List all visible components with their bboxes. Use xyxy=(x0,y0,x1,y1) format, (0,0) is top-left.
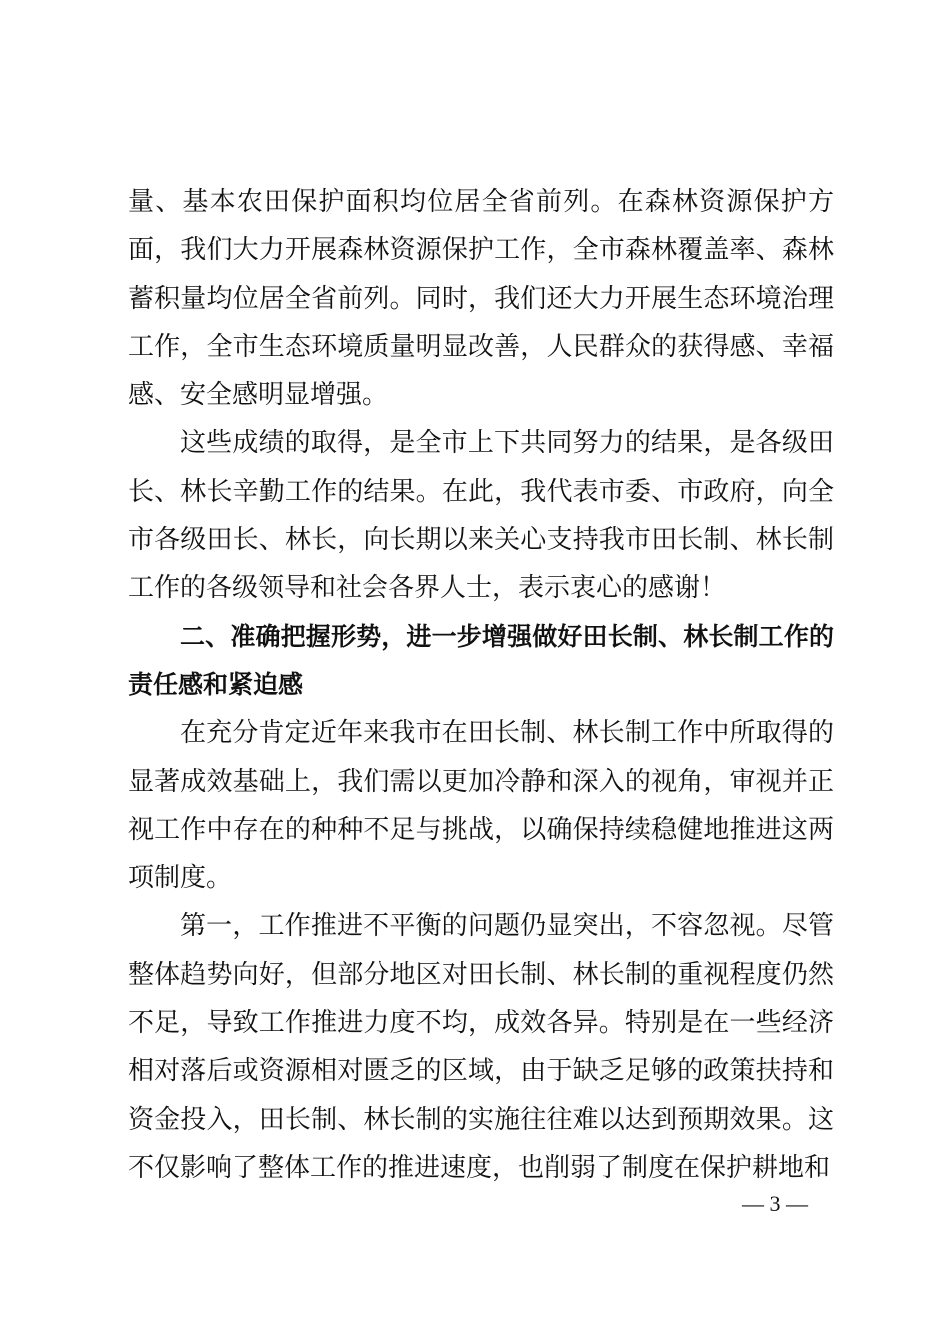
paragraph-4: 第一，工作推进不平衡的问题仍显突出，不容忽视。尽管整体趋势向好，但部分地区对田长制、林长制的重视程度仍然不足，导致工作推进力度不均，成效各异。特别是在一些经济相对落后或资源相对匮乏的区域，由于缺乏足够的政策扶持和资金投入，田长制、林长制的实施往往难以达到预期效果。这不仅影响了整体工作的推进速度，也削弱了制度在保护耕地和 xyxy=(128,911,834,1183)
paragraph-1: 量、基本农田保护面积均位居全省前列。在森林资源保护方面，我们大力开展森林资源保护工作，全市森林覆盖率、森林蓄积量均位居全省前列。同时，我们还大力开展生态环境治理工作，全市生态环境质量明显改善，人民群众的获得感、幸福感、安全感明显增强。 xyxy=(128,187,834,411)
section-heading: 二、准确把握形势，进一步增强做好田长制、林长制工作的责任感和紧迫感 xyxy=(128,621,834,699)
document-body xyxy=(128,178,834,1192)
page-number: — 3 — xyxy=(742,1191,808,1216)
paragraph-2: 这些成绩的取得，是全市上下共同努力的结果，是各级田长、林长辛勤工作的结果。在此，我代表市委、市政府，向全市各级田长、林长，向长期以来关心支持我市田长制、林长制工作的各级领导和社会各界人士，表示衷心的感谢！ xyxy=(128,428,834,604)
paragraph-3: 在充分肯定近年来我市在田长制、林长制工作中所取得的显著成效基础上，我们需以更加冷静和深入的视角，审视并正视工作中存在的种种不足与挑战，以确保持续稳健地推进这两项制度。 xyxy=(128,718,834,894)
